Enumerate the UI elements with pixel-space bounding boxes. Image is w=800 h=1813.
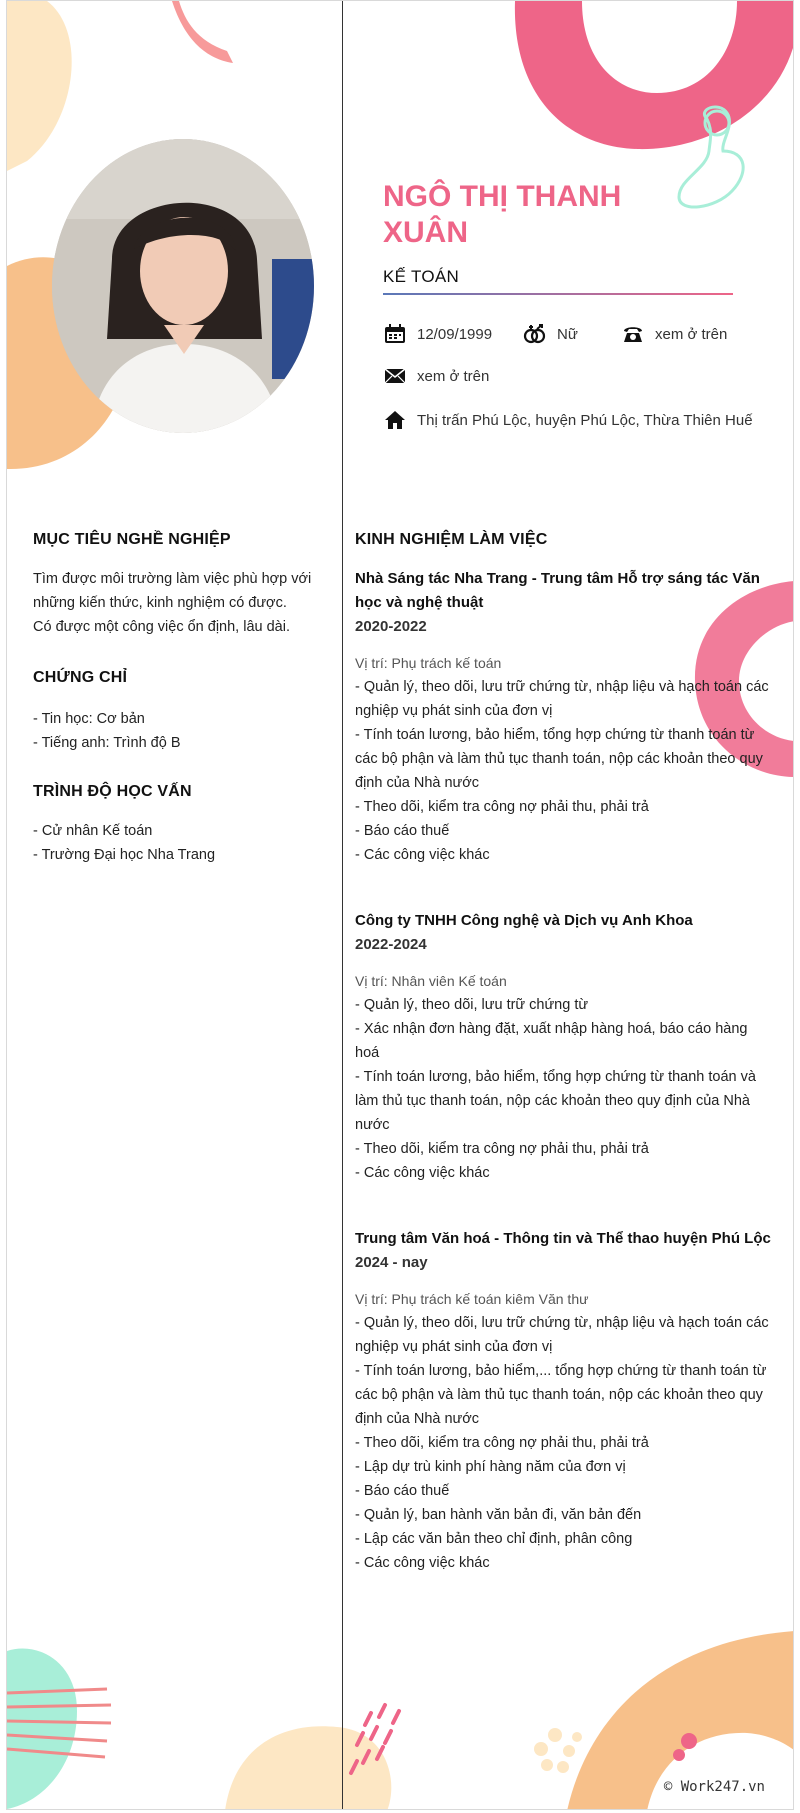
education-item: - Trường Đại học Nha Trang	[33, 847, 216, 863]
watermark: © Work247.vn	[663, 1779, 765, 1795]
job-duties	[355, 675, 775, 867]
pink-ring-top-right	[515, 1, 794, 149]
objective-title: MỤC TIÊU NGHỀ NGHIỆP	[33, 531, 231, 548]
objective-line: Có được một công việc ổn định, lâu dài.	[33, 619, 290, 635]
certificates-title: CHỨNG CHỈ	[33, 669, 128, 686]
cream-blob-bottom-center	[225, 1726, 391, 1810]
job-position: Vị trí: Phụ trách kế toán	[355, 655, 502, 671]
duty-item: - Các công việc khác	[355, 1555, 490, 1571]
duty-item: - Các công việc khác	[355, 1165, 490, 1181]
gender-icon	[523, 323, 547, 345]
duty-item: - Lập các văn bản theo chỉ định, phân công	[355, 1531, 633, 1547]
portrait-illustration	[52, 139, 314, 433]
job-organization: Nhà Sáng tác Nha Trang - Trung tâm Hỗ trợ sáng tác Văn học và nghệ thuật	[355, 570, 760, 611]
duty-item: - Báo cáo thuế	[355, 823, 450, 839]
job-period: 2020-2022	[355, 618, 427, 635]
phone-icon	[621, 323, 645, 345]
gender-item	[523, 323, 578, 345]
job-period: 2024 - nay	[355, 1254, 428, 1271]
objective-line: những kiến thức, kinh nghiệm có được.	[33, 595, 287, 611]
certificates-list	[33, 707, 333, 755]
home-icon	[383, 409, 407, 431]
job-organization: Trung tâm Văn hoá - Thông tin và Thể thao huyện Phú Lộc	[355, 1230, 771, 1247]
duty-item: - Theo dõi, kiểm tra công nợ phải thu, phải trả	[355, 799, 649, 815]
cream-blob-top-left	[7, 1, 72, 171]
education-item: - Cử nhân Kế toán	[33, 823, 153, 839]
column-divider	[342, 1, 343, 1810]
job-period: 2022-2024	[355, 936, 427, 953]
email-value: xem ở trên	[417, 367, 490, 385]
objective-text	[33, 567, 333, 639]
duty-item: - Quản lý, theo dõi, lưu trữ chứng từ	[355, 997, 589, 1013]
objective-line: Tìm được môi trường làm việc phù hợp với	[33, 571, 312, 587]
pink-dot-1	[681, 1733, 697, 1749]
experience-title: KINH NGHIỆM LÀM VIỆC	[355, 531, 548, 548]
job-position: Vị trí: Nhân viên Kế toán	[355, 973, 507, 989]
job-duties	[355, 1311, 775, 1575]
duty-item: - Quản lý, theo dõi, lưu trữ chứng từ, nhập liệu và hạch toán các nghiệp vụ phát sinh của đơn vị	[355, 679, 769, 719]
duty-item: - Theo dõi, kiểm tra công nợ phải thu, phải trả	[355, 1141, 649, 1157]
education-title: TRÌNH ĐỘ HỌC VẤN	[33, 783, 192, 800]
duty-item: - Quản lý, theo dõi, lưu trữ chứng từ, nhập liệu và hạch toán các nghiệp vụ phát sinh của đơn vị	[355, 1315, 769, 1355]
pink-dot-2	[673, 1749, 685, 1761]
job-duties	[355, 993, 775, 1185]
job-title: KẾ TOÁN	[383, 267, 460, 286]
duty-item: - Các công việc khác	[355, 847, 490, 863]
candidate-name: NGÔ THỊ THANH XUÂN	[383, 180, 622, 249]
duty-item: - Theo dõi, kiểm tra công nợ phải thu, phải trả	[355, 1435, 649, 1451]
duty-item: - Tính toán lương, bảo hiểm, tổng hợp chứng từ thanh toán từ các bộ phận và làm thủ tục thanh toán, nộp các khoản theo quy định của Nhà nước	[355, 727, 763, 791]
phone-value: xem ở trên	[655, 325, 728, 343]
resume-page	[6, 0, 794, 1810]
gender-value: Nữ	[557, 325, 578, 343]
job-entry-2	[355, 909, 775, 1185]
phone-item	[621, 323, 727, 345]
job-entry-3	[355, 1227, 775, 1575]
job-organization: Công ty TNHH Công nghệ và Dịch vụ Anh Khoa	[355, 912, 693, 929]
duty-item: - Báo cáo thuế	[355, 1483, 450, 1499]
cream-dots	[534, 1728, 582, 1773]
job-entry-1	[355, 567, 775, 867]
pink-stroke-top	[172, 1, 233, 63]
birthdate-value: 12/09/1999	[417, 325, 493, 343]
mint-blob-bottom-left	[7, 1649, 77, 1810]
duty-item: - Tính toán lương, bảo hiểm,... tổng hợp chứng từ thanh toán từ các bộ phận và làm thủ tục thanh toán, nộp các khoản theo quy định của Nhà nước	[355, 1363, 767, 1427]
profile-photo	[52, 139, 314, 433]
birthdate-item	[383, 323, 492, 345]
email-item	[383, 365, 489, 387]
address-item	[383, 409, 753, 431]
duty-item: - Quản lý, ban hành văn bản đi, văn bản đến	[355, 1507, 642, 1523]
title-underline	[383, 293, 733, 295]
duty-item: - Lập dự trù kinh phí hàng năm của đơn vị	[355, 1459, 626, 1475]
certificate-item: - Tiếng anh: Trình độ B	[33, 735, 181, 751]
mail-icon	[383, 365, 407, 387]
duty-item: - Xác nhận đơn hàng đặt, xuất nhập hàng hoá, báo cáo hàng hoá	[355, 1021, 748, 1061]
education-list	[33, 819, 333, 867]
job-position: Vị trí: Phụ trách kế toán kiêm Văn thư	[355, 1291, 589, 1307]
calendar-icon	[383, 323, 407, 345]
certificate-item: - Tin học: Cơ bản	[33, 711, 145, 727]
address-value: Thị trấn Phú Lộc, huyện Phú Lộc, Thừa Thiên Huế	[417, 411, 753, 429]
duty-item: - Tính toán lương, bảo hiểm, tổng hợp chứng từ thanh toán và làm thủ tục thanh toán, nộp các khoản theo quy định của Nhà nước	[355, 1069, 756, 1133]
